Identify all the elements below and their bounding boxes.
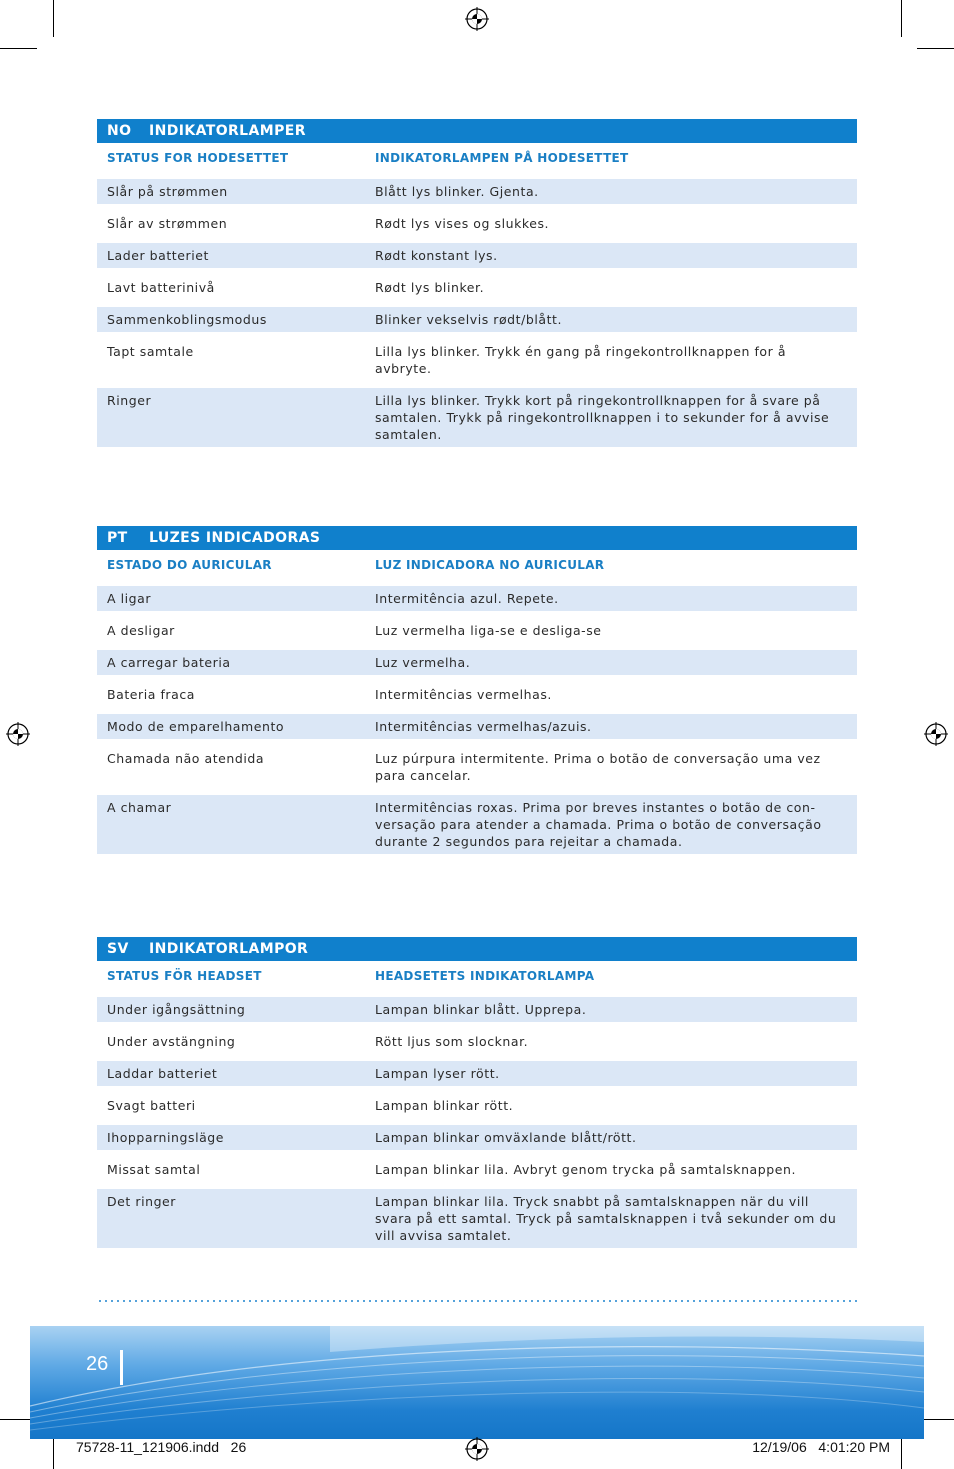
- table-row: [97, 1125, 857, 1150]
- column-header-status: ESTADO DO AURICULAR: [107, 558, 272, 572]
- row-indicator: Intermitências vermelhas.: [375, 687, 552, 702]
- language-code: SV: [107, 941, 129, 957]
- row-status: Ihopparningsläge: [107, 1130, 225, 1145]
- row-indicator: Rødt lys vises og slukkes.: [375, 216, 550, 231]
- row-status: Tapt samtale: [107, 344, 194, 359]
- row-indicator: Lampan lyser rött.: [375, 1066, 500, 1081]
- row-indicator: Intermitências roxas. Prima por breves instantes o botão de con-versação para atender a chamada. Prima o botão de conversação durante 2 segundos para rejeitar a chamada.: [375, 800, 822, 849]
- row-status: Bateria fraca: [107, 687, 195, 702]
- column-header-status: STATUS FÖR HEADSET: [107, 969, 262, 983]
- row-status: A carregar bateria: [107, 655, 231, 670]
- row-status: Under avstängning: [107, 1034, 236, 1049]
- row-status: Under igångsättning: [107, 1002, 246, 1017]
- row-status: A ligar: [107, 591, 152, 606]
- row-status: Modo de emparelhamento: [107, 719, 285, 734]
- registration-mark-icon: [924, 722, 948, 746]
- slug-timestamp: 12/19/06 4:01:20 PM: [752, 1439, 890, 1455]
- column-headers: [97, 961, 857, 991]
- row-status: A chamar: [107, 800, 172, 815]
- dotted-divider: [97, 1300, 857, 1302]
- row-indicator: Blinker vekselvis rødt/blått.: [375, 312, 563, 327]
- row-status: Ringer: [107, 393, 152, 408]
- row-status: Slår på strømmen: [107, 184, 228, 199]
- row-indicator: Intermitências vermelhas/azuis.: [375, 719, 592, 734]
- table-sv: [97, 937, 857, 1255]
- row-status: Chamada não atendida: [107, 751, 265, 766]
- row-indicator: Luz púrpura intermitente. Prima o botão de conversação uma vez para cancelar.: [375, 751, 821, 783]
- row-indicator: Rött ljus som slocknar.: [375, 1034, 529, 1049]
- row-indicator: Intermitência azul. Repete.: [375, 591, 559, 606]
- row-indicator: Lampan blinkar omväxlande blått/rött.: [375, 1130, 637, 1145]
- row-indicator: Rødt konstant lys.: [375, 248, 498, 263]
- table-row: [97, 997, 857, 1022]
- column-header-indicator: HEADSETETS INDIKATORLAMPA: [375, 969, 595, 983]
- row-indicator: Lampan blinkar rött.: [375, 1098, 514, 1113]
- table-row: [97, 586, 857, 611]
- table-row: [97, 795, 857, 854]
- table-row: [97, 1157, 857, 1182]
- registration-mark-icon: [465, 1437, 489, 1461]
- column-header-status: STATUS FOR HODESETTET: [107, 151, 289, 165]
- table-row: [97, 307, 857, 332]
- table-title: INDIKATORLAMPOR: [149, 941, 309, 957]
- table-row: [97, 211, 857, 236]
- row-status: A desligar: [107, 623, 175, 638]
- page-number-bar: [120, 1350, 123, 1385]
- table-pt: [97, 526, 857, 861]
- crop-mark: [53, 0, 54, 37]
- row-status: Sammenkoblingsmodus: [107, 312, 267, 327]
- column-header-indicator: LUZ INDICADORA NO AURICULAR: [375, 558, 605, 572]
- table-row: [97, 275, 857, 300]
- row-status: Lavt batterinivå: [107, 280, 215, 295]
- registration-mark-icon: [465, 7, 489, 31]
- table-title: INDIKATORLAMPER: [149, 123, 306, 139]
- crop-mark: [0, 48, 37, 49]
- table-row: [97, 1029, 857, 1054]
- language-code: PT: [107, 530, 128, 546]
- row-status: Laddar batteriet: [107, 1066, 218, 1081]
- row-status: Det ringer: [107, 1194, 176, 1209]
- row-status: Svagt batteri: [107, 1098, 196, 1113]
- footer-banner: [30, 1326, 924, 1439]
- table-row: [97, 339, 857, 381]
- row-indicator: Lampan blinkar lila. Avbryt genom trycka på samtalsknappen.: [375, 1162, 796, 1177]
- registration-mark-icon: [6, 722, 30, 746]
- row-status: Missat samtal: [107, 1162, 201, 1177]
- column-headers: [97, 550, 857, 580]
- crop-mark: [901, 1436, 902, 1469]
- table-row: [97, 650, 857, 675]
- table-row: [97, 243, 857, 268]
- table-row: [97, 1061, 857, 1086]
- table-header: [97, 119, 857, 143]
- table-row: [97, 1093, 857, 1118]
- table-row: [97, 714, 857, 739]
- row-indicator: Luz vermelha liga-se e desliga-se: [375, 623, 602, 638]
- column-headers: [97, 143, 857, 173]
- table-no: [97, 119, 857, 454]
- crop-mark: [901, 0, 902, 37]
- table-row: [97, 746, 857, 788]
- table-row: [97, 388, 857, 447]
- table-header: [97, 937, 857, 961]
- table-row: [97, 682, 857, 707]
- table-header: [97, 526, 857, 550]
- row-indicator: Lampan blinkar lila. Tryck snabbt på samtalsknappen när du vill svara på ett samtal. Tryck på samtalsknappen i två sekunder om du vill avvisa samtalet.: [375, 1194, 837, 1243]
- row-indicator: Lilla lys blinker. Trykk kort på ringekontrollknappen for å svare på samtalen. Trykk på ringekontrollknappen i to sekunder for å avvise samtalen.: [375, 393, 830, 442]
- row-indicator: Lilla lys blinker. Trykk én gang på ringekontrollknappen for å avbryte.: [375, 344, 787, 376]
- row-indicator: Luz vermelha.: [375, 655, 471, 670]
- row-status: Slår av strømmen: [107, 216, 228, 231]
- slug-filename: 75728-11_121906.indd 26: [76, 1439, 247, 1455]
- page-number: 26: [86, 1353, 109, 1375]
- table-title: LUZES INDICADORAS: [149, 530, 321, 546]
- column-header-indicator: INDIKATORLAMPEN PÅ HODESETTET: [375, 151, 629, 165]
- table-row: [97, 1189, 857, 1248]
- row-status: Lader batteriet: [107, 248, 209, 263]
- row-indicator: Lampan blinkar blått. Upprepa.: [375, 1002, 587, 1017]
- language-code: NO: [107, 123, 132, 139]
- swoosh-graphic: [30, 1326, 924, 1439]
- row-indicator: Blått lys blinker. Gjenta.: [375, 184, 539, 199]
- table-row: [97, 179, 857, 204]
- crop-mark: [53, 1436, 54, 1469]
- row-indicator: Rødt lys blinker.: [375, 280, 485, 295]
- table-row: [97, 618, 857, 643]
- crop-mark: [917, 48, 954, 49]
